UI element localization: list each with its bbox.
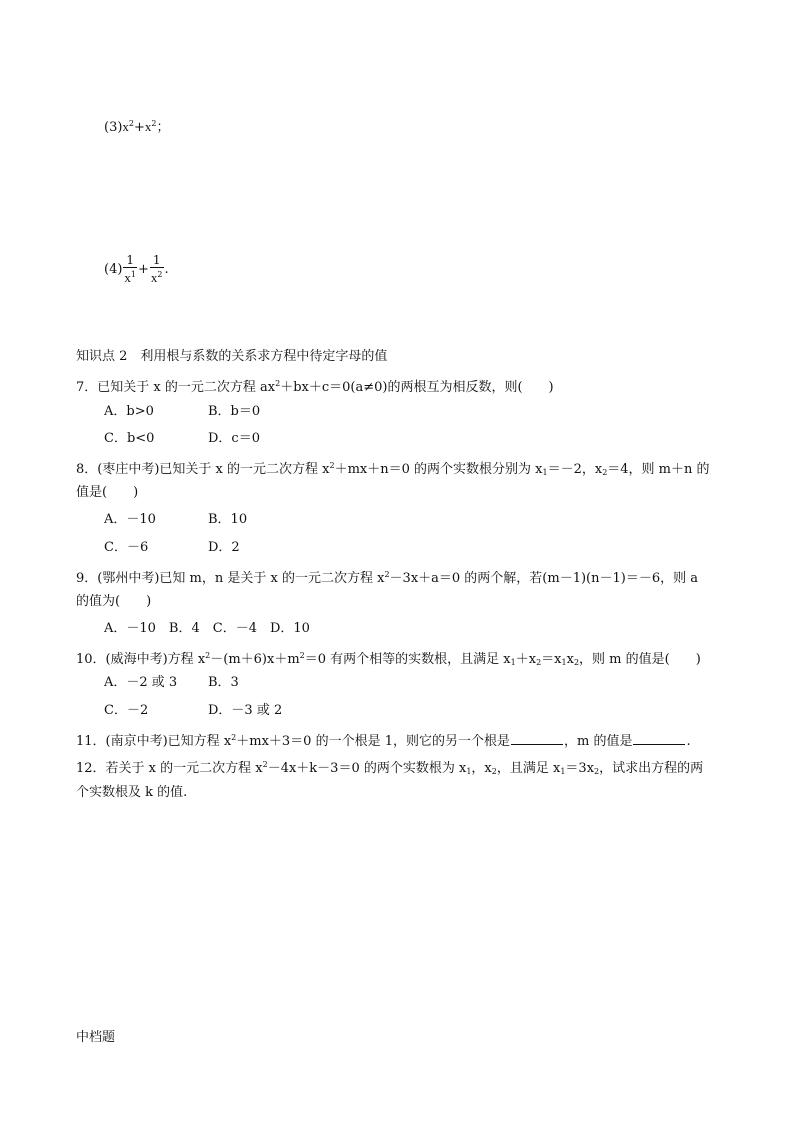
q8-option-a: A．－10 — [104, 512, 156, 527]
question-9-line-2: 的值为( ) — [76, 594, 152, 609]
section-title: 知识点 2 利用根与系数的关系求方程中待定字母的值 — [76, 349, 388, 364]
question-7: 7．已知关于 x 的一元二次方程 $ax^2+bx+c=0(a\ne 0)$的两根互为相反数，则( ) — [76, 379, 554, 395]
q10-option-c: C．－2 — [104, 703, 149, 718]
q8-option-c: C．－6 — [104, 540, 149, 555]
q10-option-b: B．3 — [208, 675, 239, 690]
question-12-line-2: 个实数根及 k 的值. — [76, 785, 188, 800]
answer-blank-m-value[interactable] — [633, 733, 685, 745]
question-11: 11．(南京中考)已知方程 $x^2+mx+3=0$ 的一个根是 1，则它的另一个根是 ，m 的值是 . — [76, 733, 691, 749]
section-title-medium: 中档题 — [76, 1030, 116, 1045]
q7-option-c: C．b<0 — [104, 431, 155, 446]
part-3-expression: $(3)x^2+x^2$； — [104, 119, 170, 135]
answer-blank-other-root[interactable] — [511, 733, 563, 745]
question-9: 9．(鄂州中考)已知 m，n 是关于 x 的一元二次方程 $x^2-3x+a=0$ 的两个解，若(m－1)(n－1)＝－6，则 a — [76, 570, 698, 586]
question-12: 12．若关于 x 的一元二次方程 $x^2-4x+k-3=0$ 的两个实数根为 $x_1$，$x_2$，且满足 $x_1=3x_2$，试求出方程的两 — [76, 760, 704, 776]
q8-option-d: D．2 — [208, 540, 240, 555]
q7-option-b: B．b＝0 — [208, 404, 261, 419]
part-4-expression: (4) $\frac{1}{x^1}$ + $\frac{1}{x^2}$ . — [104, 253, 169, 285]
question-10: 10．(威海中考)方程 $x^2-(m+6)x+m^2=0$ 有两个相等的实数根，且满足 $x_1+x_2=x_1x_2$，则 m 的值是( ) — [76, 651, 701, 667]
question-8-line-2: 值是( ) — [76, 485, 139, 500]
fraction-1: $\frac{1}{x^1}$ — [124, 253, 137, 285]
q7-option-d: D．c＝0 — [208, 431, 260, 446]
q9-options: A．－10 B．4 C．－4 D．10 — [104, 621, 310, 636]
q7-option-a: A．b>0 — [104, 404, 154, 419]
question-8: 8．(枣庄中考)已知关于 x 的一元二次方程 $x^2+mx+n=0$ 的两个实数根分别为 $x_1=-2$，$x_2=4$，则 m＋n 的 — [76, 461, 710, 477]
q10-option-a: A．－2 或 3 — [104, 675, 178, 690]
fraction-2: $\frac{1}{x^2}$ — [150, 253, 163, 285]
q8-option-b: B．10 — [208, 512, 248, 527]
q10-option-d: D．－3 或 2 — [208, 703, 283, 718]
